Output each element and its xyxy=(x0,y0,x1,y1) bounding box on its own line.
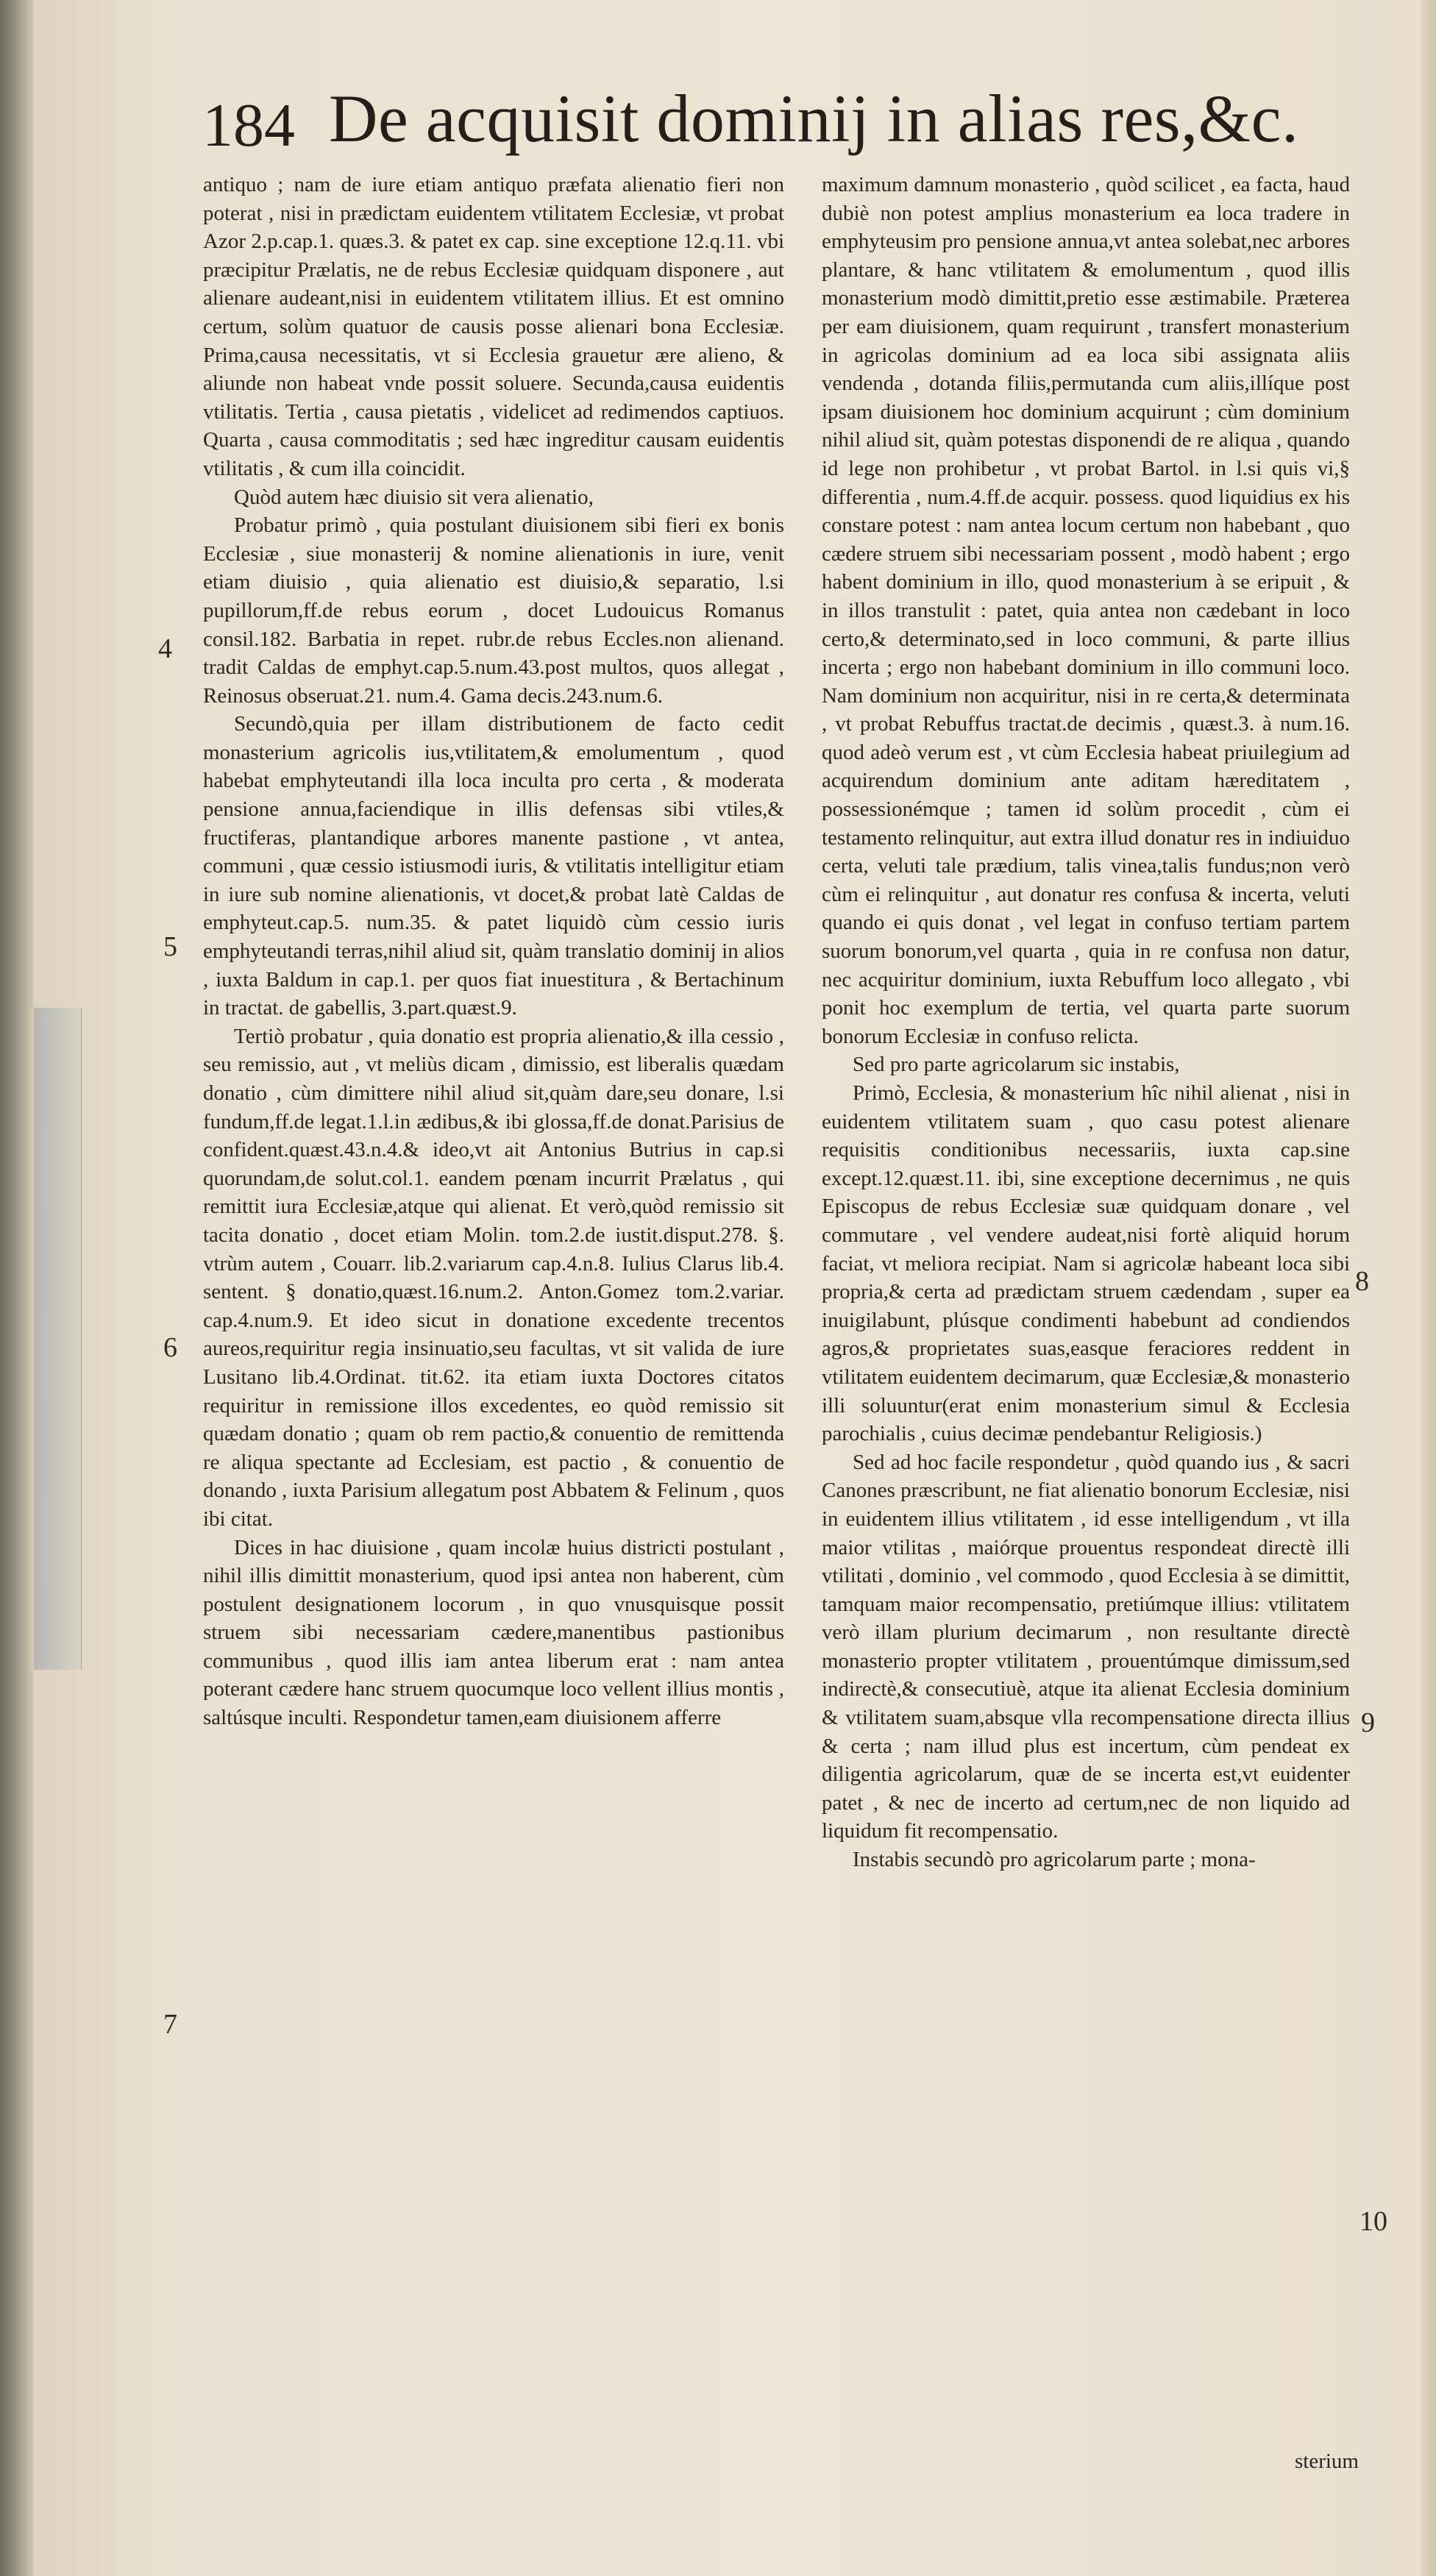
paragraph: Tertiò probatur , quia donatio est propria alienatio,& illa cessio , seu remissio, aut , vt meliùs dicam , dimissio, est liberalis quædam donatio , cùm dimittere nihil aliud sit,quàm dare,seu donare, l.si fundum,ff.de legat.1.l.in ædibus,& ibi glossa,ff.de donat.Parisius de confident.quæst.43.n.4.& ideo,vt ait Antonius Butrius in cap.si quorundam,de solut.col.1. eandem pœnam incurrit Prælatus , qui remittit iura Ecclesiæ,atque qui alienat. Et verò,quòd remissio sit tacita donatio , docet etiam Molin. tom.2.de iustit.disput.278. §. vtrùm autem , Couarr. lib.2.variarum cap.4.n.8. Iulius Clarus lib.4. sentent. § donatio,quæst.16.num.2. Anton.Gomez tom.2.variar. cap.4.num.9. Et ideo sicut in donatione excedente trecentos aureos,requiritur regia insinuatio,seu facultas, vt sit valida de iure Lusitano lib.4.Ordinat. tit.62. ita etiam iuxta Doctores citatos requiritur in remissione illos excedentes, eo quòd remissio sit quædam donatio ; quam ob rem pactio,& conuentio de remittenda re aliqua spectante ad Ecclesiam, est pactio , & conuentio de donando , iuxta Parisium allegatum post Abbatem & Felinum , quos ibi citat. xyxy=(203,1024,784,1531)
paragraph: Probatur primò , quia postulant diuisionem sibi fieri ex bonis Ecclesiæ , siue monasterij & nomine alienationis in iure, venit etiam diuisio , quia alienatio est diuisio,& separatio, l.si pupillorum,ff.de rebus eorum , docet Ludouicus Romanus consil.182. Barbatia in repet. rubr.de rebus Eccles.non alienand. tradit Caldas de emphyt.cap.5.num.43.post multos, quos allegat , Reinosus obseruat.21. num.4. Gama decis.243.num.6. xyxy=(203,513,784,708)
page-number: 184 xyxy=(202,91,295,160)
marginal-number-10: 10 xyxy=(1359,2206,1387,2237)
paragraph: antiquo ; nam de iure etiam antiquo præfata alienatio fieri non poterat , nisi in prædictam euidentem vtilitatem Ecclesiæ, vt probat Azor 2.p.cap.1. quæs.3. & patet ex cap. sine exceptione 12.q.11. vbi præcipitur Prælatis, ne de rebus Ecclesiæ quidquam disponere , aut alienare audeant,nisi in euidentem vtilitatem illius. Et est omnino certum, solùm quatuor de causis posse alienari bona Ecclesiæ. Prima,causa necessitatis, vt si Ecclesia grauetur ære alieno, & aliunde non habeat vnde possit soluere. Secunda,causa euidentis vtilitatis. Tertia , causa pietatis , videlicet ad redimendos captiuos. Quarta , causa commoditatis ; sed hæc ingreditur causam euidentis vtilitatis , & cum illa coincidit. xyxy=(203,173,784,480)
paragraph: Sed ad hoc facile respondetur , quòd quando ius , & sacri Canones præscribunt, ne fiat alienatio bonorum Ecclesiæ, nisi in euidentem illius vtilitatem , id esse intelligendum , vt illa maior vtilitas , maiórque prouentus respondeat directè illi vtilitati , dominio , vel commodo , quod Ecclesia à se dimittit, tamquam maior recompensatio, pretiúmque illius: vtilitatem verò illam plurium decimarum , non resultante directè monasterio propter vtilitatem , prouentúmque dimissum,sed indirectè,& consecutiuè, atque ita alienat Ecclesia dominium & vtilitatem suam,absque vlla recompensatione directa illius & certa ; nam illud plus est incertum, cùm pendeat ex diligentia agricolarum, quæ de se incerta est,vt euidenter patet , & nec de incerto ad certum,nec de non liquido ad liquidum fit recompensatio. xyxy=(822,1450,1350,1843)
paragraph: Instabis secundò pro agricolarum parte ; mona- xyxy=(853,1848,1256,1872)
page-ribbon-marker xyxy=(34,1008,82,1670)
marginal-number-6: 6 xyxy=(163,1332,177,1363)
paragraph: Quòd autem hæc diuisio sit vera alienatio, xyxy=(234,485,594,509)
marginal-number-9: 9 xyxy=(1361,1707,1375,1738)
paragraph: Secundò,quia per illam distributionem de facto cedit monasterium agricolis ius,vtilitatem,& emolumentum , quod habebat emphyteutandi illa loca inculta pro certa , & moderata pensione annua,faciendique in illis defensas sibi vtiles,& fructiferas, plantandique arbores manente pastione , vt antea, communi , quæ cessio istiusmodi iuris, & vtilitatis intelligitur etiam in iure sub nomine alienationis, vt docet,& probat latè Caldas de emphyteut.cap.5. num.35. & patet liquidò cùm cessio iuris emphyteutandi terras,nihil aliud sit, quàm translatio dominij in alios , iuxta Baldum in cap.1. per quos fiat inuestitura , & Bertachinum in tractat. de gabellis, 3.part.quæst.9. xyxy=(203,712,784,1020)
page-header xyxy=(202,79,1350,160)
book-spine xyxy=(0,0,34,2576)
paragraph: Primò, Ecclesia, & monasterium hîc nihil alienat , nisi in euidentem vtilitatem suam , quo casu potest alienare requisitis conditionibus necessariis, iuxta cap.sine except.12.quæst.11. ibi, sine exceptione decernimus , ne quis Episcopus de rebus Ecclesiæ suæ quidquam donare , vel commutare , vel vendere audeat,nisi fortè aliquid horum faciat, vt meliora recipiat. Nam si agricolæ habeant loca sibi propria,& certa ad prædictam struem cædendam , super ea inuigilabunt, plúsque condimenti habebunt ad condiendos agros,& proprietates suas,easque feraciores reddent in vtilitatem euidentem decimarum, quæ Ecclesiæ,& monasterio illi soluuntur(erat enim monasterium simul & Ecclesia parochialis , cuius decimæ pendebantur Religiosis.) xyxy=(822,1081,1350,1446)
right-text-column xyxy=(822,171,1350,2230)
marginal-number-4: 4 xyxy=(158,633,172,664)
left-text-column xyxy=(203,171,784,2230)
paragraph: Sed pro parte agricolarum sic instabis, xyxy=(853,1053,1180,1077)
marginal-number-5: 5 xyxy=(163,931,177,962)
marginal-number-8: 8 xyxy=(1355,1266,1369,1297)
running-title: De acquisit dominij in alias res,&c. xyxy=(329,81,1299,156)
page-edge xyxy=(1420,0,1436,2576)
catchword: sterium xyxy=(1295,2449,1359,2473)
paragraph: maximum damnum monasterio , quòd scilicet , ea facta, haud dubiè non potest amplius monasterium ea loca tradere in emphyteusim pro pensione annua,vt antea solebat,nec arbores plantare, & hanc vtilitatem & emolumentum , quod illis monasterium modò dimittit,pretio esse æstimabile. Præterea per eam diuisionem, quam requirunt , transfert monasterium in agricolas dominium ad ea loca sibi assignata aliis vendenda , dotanda filiis,permutanda cum aliis,illíque post ipsam diuisionem hoc dominium acquirunt ; cùm dominium nihil aliud sit, quàm potestas disponendi de re aliqua , quando id lege non prohibetur , vt probat Bartol. in l.si quis vi,§ differentia , num.4.ff.de acquir. possess. quod liquidius ex his constare potest : nam antea locum certum non habebant , quo cædere struem sibi necessariam possent , modò habent ; ergo habent dominium in illo, quod monasterium à se eripuit , & in illos transtulit : patet, quia antea non cædebant in loco certo,& determinato,sed in loco communi, & parte illius incerta ; ergo non habebant dominium in illo communi loco. Nam dominium non acquiritur, nisi in re certa,& determinata , vt probat Rebuffus tractat.de decimis , quæst.3. à num.16. quod adeò verum est , vt cùm Ecclesia habeat priuilegium ad acquirendum dominium ante aditam hæreditatem , possessionémque ; tamen id solùm procedit , cùm ei testamento relinquitur, aut extra illud donatur res in indiuiduo certa, veluti tale prædium, talis vinea,talis fundus;non verò cùm ei relinquitur , aut donatur res confusa & incerta, veluti quando ei quis donat , vel legat in confuso tertiam partem suorum bonorum,vel quarta , quia in re confusa non datur, nec acquiritur dominium, iuxta Rebuffum loco allegato , vbi ponit hoc exemplum de tertia, vel quarta parte suorum bonorum Ecclesiæ in confuso relicta. xyxy=(822,173,1350,1048)
marginal-number-7: 7 xyxy=(163,2009,177,2040)
paragraph: Dices in hac diuisione , quam incolæ huius districti postulant , nihil illis dimittit monasterium, quod ipsi antea non haberent, cùm postulent designationem locorum , in quo vnusquisque possit struem sibi necessariam cædere,manentibus pastionibus communibus , quod illis iam antea liberum erat : nam antea poterant cædere hanc struem quocumque loco vellent illius montis , saltúsque inculti. Respondetur tamen,eam diuisionem afferre xyxy=(203,1535,784,1730)
